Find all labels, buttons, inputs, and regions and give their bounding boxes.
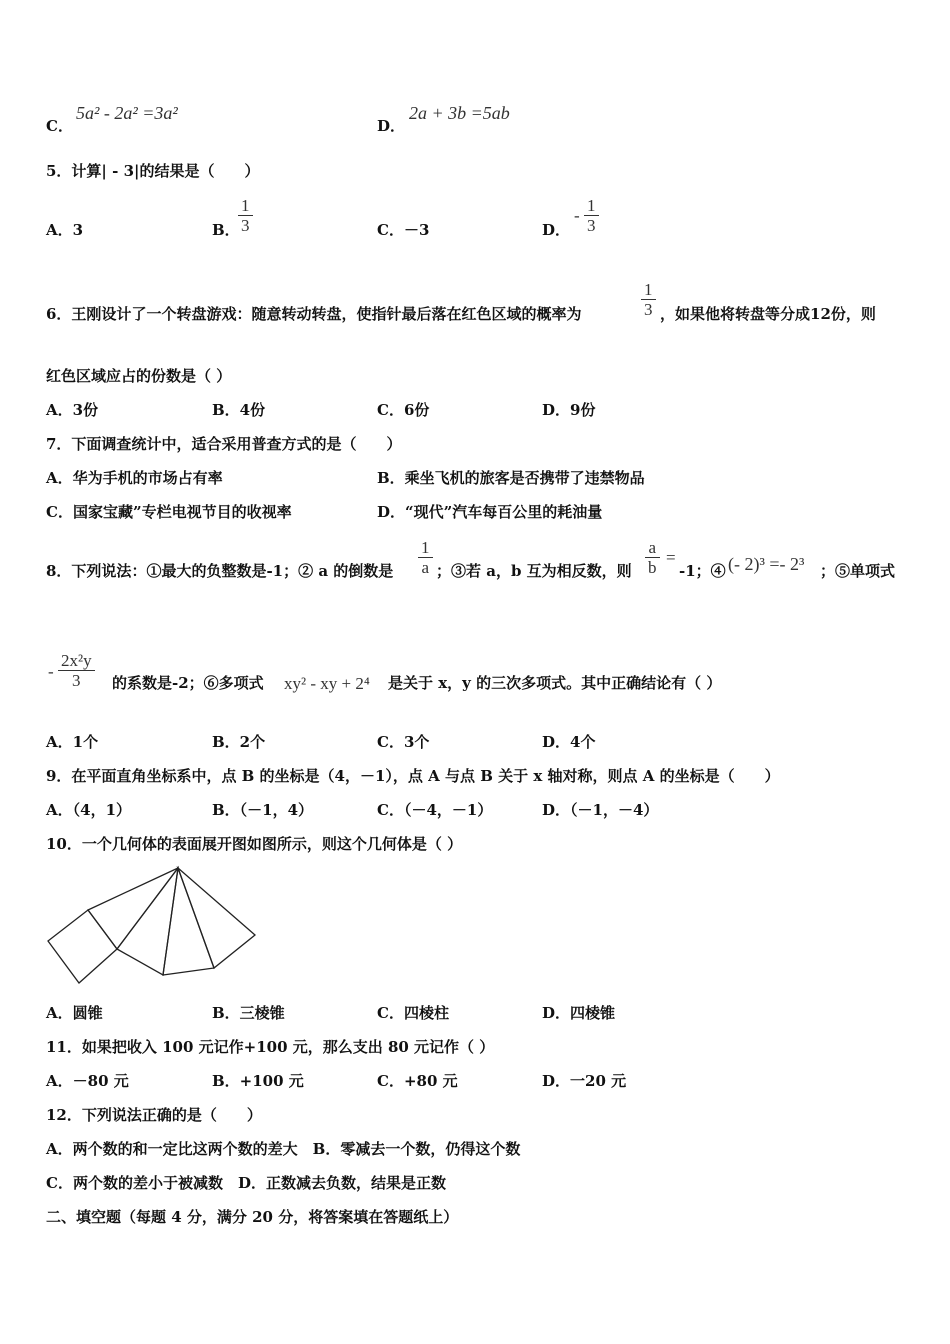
q5-option-a: A．3 (46, 221, 84, 239)
q6-fraction (641, 280, 656, 319)
q11-option-c: C．+80 元 (377, 1072, 458, 1090)
q4-d-expression: 2a + 3b =5ab (409, 103, 510, 123)
section2-title: 二、填空题（每题 4 分，满分 20 分，将答案填在答题纸上） (46, 1208, 459, 1226)
q5-option-c: C．－3 (377, 221, 430, 239)
q11-option-a: A．－80 元 (46, 1072, 129, 1090)
q10-option-d: D．四棱锥 (542, 1004, 616, 1022)
q8-f3-denominator: 3 (72, 671, 81, 690)
q8-option-d: D．4个 (542, 733, 596, 751)
q8-f1-denominator: a (421, 558, 430, 577)
q12-options-ab: A．两个数的和一定比这两个数的差大 B．零减去一个数，仍得这个数 (46, 1140, 521, 1158)
q4-c-expression: 5a² - 2a² =3a² (76, 103, 178, 123)
q5-option-d-label: D． (542, 221, 571, 239)
q5-option-d-fraction (584, 196, 599, 235)
q8-part5: ；⑤单项式 (820, 562, 896, 580)
q7-option-c: C．国家宝藏”专栏电视节目的收视率 (46, 503, 292, 521)
q9-option-d: D．（－1，－4） (542, 801, 659, 819)
q8-option-b: B．2个 (212, 733, 266, 751)
q10-net-figure (40, 862, 265, 990)
q7-stem: 7．下面调查统计中，适合采用普查方式的是（ ） (46, 435, 402, 453)
net-triangle-face-4 (178, 868, 255, 968)
net-triangle-face-1 (88, 868, 178, 949)
q5-stem: 5．计算| - 3|的结果是（ ） (46, 162, 260, 180)
q8-fraction-1-over-a (418, 538, 433, 577)
q8-expression-4: (- 2)³ =- 2³ (728, 554, 805, 574)
q10-option-a: A．圆锥 (46, 1004, 103, 1022)
q11-option-b: B．+100 元 (212, 1072, 304, 1090)
q5-b-denominator: 3 (241, 216, 250, 235)
q8-f3-sign: - (48, 662, 54, 681)
q9-option-a: A．（4，1） (46, 801, 132, 819)
q8-f2-denominator: b (648, 558, 657, 577)
q7-option-a: A．华为手机的市场占有率 (46, 469, 223, 487)
q8-part7: 是关于 x，y 的三次多项式。其中正确结论有（ ） (388, 674, 722, 692)
q11-stem: 11．如果把收入 100 元记作+100 元，那么支出 80 元记作（ ） (46, 1038, 495, 1056)
q4-d-label: D． (377, 117, 406, 135)
q6-stem-after: ，如果他将转盘等分成12份，则 (660, 305, 876, 323)
q10-stem: 10．一个几何体的表面展开图如图所示，则这个几何体是（ ） (46, 835, 463, 853)
q9-stem: 9．在平面直角坐标系中，点 B 的坐标是（4，－1），点 A 与点 B 关于 x 轴对称，则点 A 的坐标是（ ） (46, 767, 780, 785)
net-triangle-face-3 (163, 868, 214, 975)
q8-option-a: A．1个 (46, 733, 99, 751)
q12-options-cd: C．两个数的差小于被减数 D．正数减去负数，结果是正数 (46, 1174, 446, 1192)
q8-f1-numerator: 1 (421, 538, 430, 557)
q6-numerator: 1 (644, 280, 653, 299)
q5-d-sign: - (574, 206, 580, 225)
q8-equals: = (666, 548, 676, 567)
q8-expression-6: xy² - xy + 2⁴ (284, 674, 370, 693)
net-triangle-face-2 (117, 868, 178, 975)
q5-option-b-label: B． (212, 221, 240, 239)
net-square-face (48, 910, 117, 983)
q8-fraction-a-over-b (645, 538, 660, 577)
q7-option-b: B．乘坐飞机的旅客是否携带了违禁物品 (377, 469, 645, 487)
q10-option-c: C．四棱柱 (377, 1004, 449, 1022)
q9-option-b: B．（－1，4） (212, 801, 314, 819)
q5-d-numerator: 1 (587, 196, 596, 215)
q7-option-d: D．“现代”汽车每百公里的耗油量 (377, 503, 603, 521)
q6-stem-before: 6．王刚设计了一个转盘游戏：随意转动转盘，使指针最后落在红色区域的概率为 (46, 305, 582, 323)
q6-option-b: B．4份 (212, 401, 266, 419)
q10-option-b: B．三棱锥 (212, 1004, 285, 1022)
q8-part2: ；③若 a，b 互为相反数，则 (436, 562, 632, 580)
q6-option-d: D．9份 (542, 401, 596, 419)
q8-option-c: C．3个 (377, 733, 430, 751)
q11-option-d: D．一20 元 (542, 1072, 627, 1090)
q6-option-a: A．3份 (46, 401, 99, 419)
q6-option-c: C．6份 (377, 401, 430, 419)
q9-option-c: C．（－4，－1） (377, 801, 493, 819)
q4-c-label: C． (46, 117, 73, 135)
q12-stem: 12．下列说法正确的是（ ） (46, 1106, 262, 1124)
q5-d-denominator: 3 (587, 216, 596, 235)
q8-part1: 8．下列说法：①最大的负整数是-1；② a 的倒数是 (46, 562, 394, 580)
q6-denominator: 3 (644, 300, 653, 319)
q8-part4: -1；④ (679, 562, 726, 580)
q6-stem-line2: 红色区域应占的份数是（ ） (46, 367, 232, 385)
q8-part6: 的系数是-2；⑥多项式 (112, 674, 264, 692)
q8-f3-numerator: 2x²y (61, 651, 92, 670)
q8-f2-numerator: a (648, 538, 657, 557)
q5-option-b-fraction (238, 196, 253, 235)
q8-fraction-monomial (58, 651, 95, 690)
q5-b-numerator: 1 (241, 196, 250, 215)
